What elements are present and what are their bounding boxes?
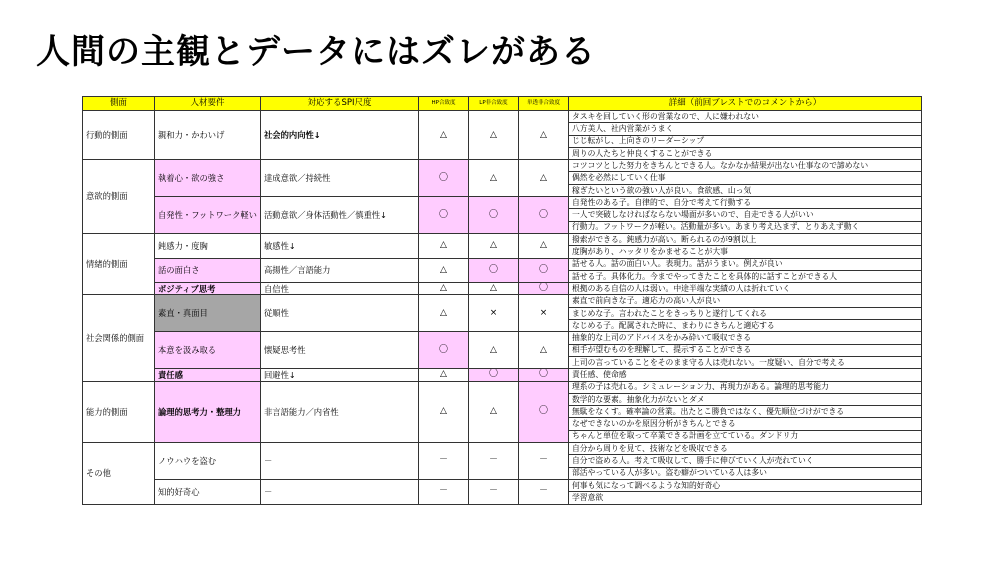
spi-scale-cell: 敏感性↓ — [261, 233, 419, 258]
lp-mismatch-cell: △ — [469, 381, 519, 442]
detail-cell: 八方美人、社内営業がうまく — [569, 123, 922, 135]
header-details: 詳細（前回ブレストでのコメントから） — [569, 97, 922, 111]
hp-match-cell: － — [419, 479, 469, 504]
table-row — [83, 258, 922, 270]
detail-cell: 話せる子。具体化力。今までやってきたことを具体的に話すことができる人 — [569, 270, 922, 282]
hp-match-cell: △ — [419, 369, 469, 381]
detail-cell: 自発性のある子。自律的で、自分で考えて行動する — [569, 197, 922, 209]
detail-cell: 一人で突破しなければならない場面が多いので、自走できる人がいい — [569, 209, 922, 221]
requirements-table — [82, 96, 922, 505]
single-mismatch-cell: 〇 — [519, 283, 569, 295]
requirement-cell: ノウハウを盗む — [155, 443, 261, 480]
single-mismatch-cell: 〇 — [519, 381, 569, 442]
aspect-cell: 社会関係的側面 — [83, 295, 155, 381]
requirement-cell: 親和力・かわいげ — [155, 111, 261, 160]
aspect-cell: 能力的側面 — [83, 381, 155, 442]
single-mismatch-cell: △ — [519, 160, 569, 197]
detail-cell: コツコツとした努力をきちんとできる人。なかなか結果が出ない仕事なので諦めない — [569, 160, 922, 172]
single-mismatch-cell: × — [519, 295, 569, 332]
header-hp-match: HP合致度 — [419, 97, 469, 111]
aspect-cell: 意欲的側面 — [83, 160, 155, 234]
requirement-cell: ポジティブ思考 — [155, 283, 261, 295]
header-aspect: 側面 — [83, 97, 155, 111]
table-row — [83, 443, 922, 455]
hp-match-cell: 〇 — [419, 197, 469, 234]
lp-mismatch-cell: － — [469, 443, 519, 480]
lp-mismatch-cell: 〇 — [469, 197, 519, 234]
spi-scale-cell: － — [261, 479, 419, 504]
spi-scale-cell: 回避性↓ — [261, 369, 419, 381]
detail-cell: まじめな子。言われたことをきっちりと遂行してくれる — [569, 307, 922, 319]
table-row — [83, 283, 922, 295]
hp-match-cell: － — [419, 443, 469, 480]
detail-cell: 根拠のある自信の人は弱い。中途半端な実績の人は折れていく — [569, 283, 922, 295]
table-row — [83, 479, 922, 491]
spi-scale-cell: 達成意欲／持続性 — [261, 160, 419, 197]
requirement-cell: 自発性・フットワーク軽い — [155, 197, 261, 234]
lp-mismatch-cell: × — [469, 295, 519, 332]
single-mismatch-cell: △ — [519, 332, 569, 369]
table-row — [83, 295, 922, 307]
lp-mismatch-cell: △ — [469, 332, 519, 369]
detail-cell: 自分で盗める人。考えて吸収して、勝手に伸びていく人が売れていく — [569, 455, 922, 467]
lp-mismatch-cell: 〇 — [469, 258, 519, 283]
lp-mismatch-cell: △ — [469, 111, 519, 160]
table-row — [83, 160, 922, 172]
detail-cell: ちゃんと単位を取って卒業できる計画を立てている。ダンドリ力 — [569, 430, 922, 442]
detail-cell: 何事も気になって調べるような知的好奇心 — [569, 479, 922, 491]
single-mismatch-cell: － — [519, 479, 569, 504]
table-row — [83, 369, 922, 381]
detail-cell: 抽象的な上司のアドバイスをかみ砕いて吸収できる — [569, 332, 922, 344]
requirement-cell: 鈍感力・度胸 — [155, 233, 261, 258]
single-mismatch-cell: 〇 — [519, 258, 569, 283]
detail-cell: 数学的な要素。抽象化力がないとダメ — [569, 393, 922, 405]
lp-mismatch-cell: △ — [469, 160, 519, 197]
spi-scale-cell: 懐疑思考性 — [261, 332, 419, 369]
requirement-cell: 責任感 — [155, 369, 261, 381]
detail-cell: 理系の子は売れる。シミュレーション力、再現力がある。論理的思考能力 — [569, 381, 922, 393]
single-mismatch-cell: 〇 — [519, 197, 569, 234]
detail-cell: 上司の言っていることをそのまま守る人は売れない。一度疑い、自分で考える — [569, 356, 922, 368]
detail-cell: 稼ぎたいという欲の強い人が良い。食欲感、山っ気 — [569, 184, 922, 196]
aspect-cell: 行動的側面 — [83, 111, 155, 160]
header-lp-mismatch: LP非合致度 — [469, 97, 519, 111]
table-header-row — [83, 97, 922, 111]
table-row — [83, 332, 922, 344]
detail-cell: なじめる子。配属された時に、まわりにきちんと適応する — [569, 320, 922, 332]
spi-scale-cell: 高揚性／言語能力 — [261, 258, 419, 283]
hp-match-cell: △ — [419, 295, 469, 332]
single-mismatch-cell: － — [519, 443, 569, 480]
table-row — [83, 111, 922, 123]
spi-scale-cell: 社会的内向性↓ — [261, 111, 419, 160]
detail-cell: 責任感、使命感 — [569, 369, 922, 381]
hp-match-cell: △ — [419, 111, 469, 160]
table-row — [83, 381, 922, 393]
detail-cell: タスキを回していく形の営業なので、人に嫌われない — [569, 111, 922, 123]
spi-scale-cell: 自信性 — [261, 283, 419, 295]
table-row — [83, 233, 922, 245]
hp-match-cell: △ — [419, 258, 469, 283]
hp-match-cell: △ — [419, 283, 469, 295]
detail-cell: 自分から周りを見て、技術などを吸収できる — [569, 443, 922, 455]
hp-match-cell: 〇 — [419, 160, 469, 197]
requirement-cell: 素直・真面目 — [155, 295, 261, 332]
detail-cell: 周りの人たちと仲良くすることができる — [569, 147, 922, 159]
spi-scale-cell: 従順性 — [261, 295, 419, 332]
lp-mismatch-cell: △ — [469, 283, 519, 295]
requirement-cell: 執着心・欲の強さ — [155, 160, 261, 197]
lp-mismatch-cell: 〇 — [469, 369, 519, 381]
spi-scale-cell: 非言語能力／内省性 — [261, 381, 419, 442]
table-body — [83, 111, 922, 505]
detail-cell: 素直で前向きな子。適応力の高い人が良い — [569, 295, 922, 307]
requirement-cell: 本意を汲み取る — [155, 332, 261, 369]
requirement-cell: 知的好奇心 — [155, 479, 261, 504]
hp-match-cell: △ — [419, 381, 469, 442]
hp-match-cell: △ — [419, 233, 469, 258]
slide-title: 人間の主観とデータにはズレがある — [36, 32, 596, 72]
hp-match-cell: 〇 — [419, 332, 469, 369]
spi-scale-cell: － — [261, 443, 419, 480]
detail-cell: 度胸があり、ハッタリをかませることが大事 — [569, 246, 922, 258]
detail-cell: 無駄をなくす。確率論の営業。出たとこ勝負ではなく、優先順位づけができる — [569, 406, 922, 418]
aspect-cell: その他 — [83, 443, 155, 504]
aspect-cell: 情緒的側面 — [83, 233, 155, 294]
single-mismatch-cell: 〇 — [519, 369, 569, 381]
detail-cell: 相手が望むものを理解して、提示することができる — [569, 344, 922, 356]
detail-cell: 撥索ができる。鈍感力が高い。断られるのが9割以上 — [569, 233, 922, 245]
spi-scale-cell: 活動意欲／身体活動性／慎重性↓ — [261, 197, 419, 234]
header-requirement: 人材要件 — [155, 97, 261, 111]
lp-mismatch-cell: － — [469, 479, 519, 504]
detail-cell: 部活やっている人が多い。盗む癖がついている人は多い — [569, 467, 922, 479]
header-single-mismatch: 単透非合致度 — [519, 97, 569, 111]
detail-cell: 話せる人。話の面白い人。表現力。話がうまい。例えが良い — [569, 258, 922, 270]
detail-cell: なぜできないのかを原因分析がきちんとできる — [569, 418, 922, 430]
detail-cell: 学習意欲 — [569, 492, 922, 504]
detail-cell: じじ転がし、上向きのリーダーシップ — [569, 135, 922, 147]
lp-mismatch-cell: △ — [469, 233, 519, 258]
single-mismatch-cell: △ — [519, 233, 569, 258]
requirement-cell: 論理的思考力・整理力 — [155, 381, 261, 442]
detail-cell: 偶然を必然にしていく仕事 — [569, 172, 922, 184]
requirement-cell: 話の面白さ — [155, 258, 261, 283]
detail-cell: 行動力。フットワークが軽い。活動量が多い。あまり考え込まず、とりあえず動く — [569, 221, 922, 233]
table-row — [83, 197, 922, 209]
single-mismatch-cell: △ — [519, 111, 569, 160]
header-spi-scale: 対応するSPI尺度 — [261, 97, 419, 111]
